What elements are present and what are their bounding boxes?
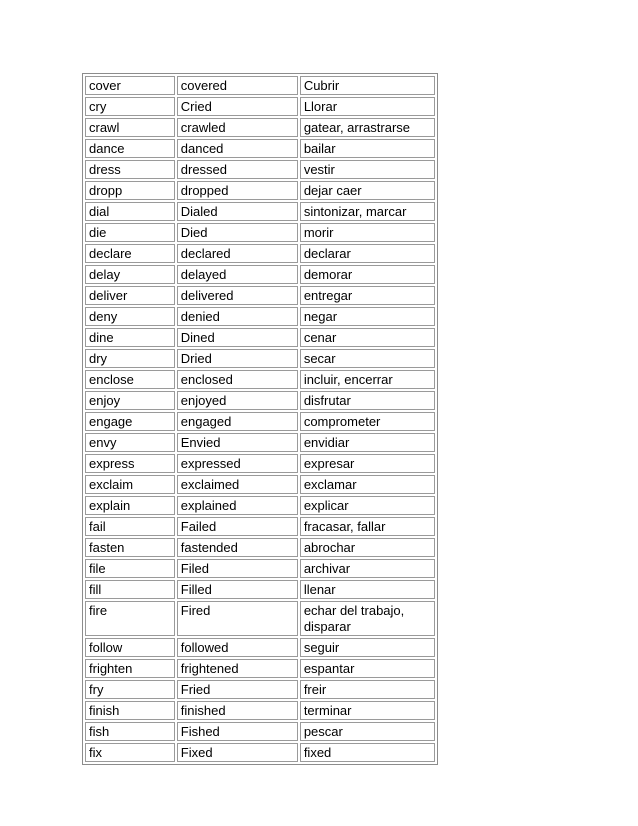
table-row	[85, 97, 435, 116]
base-form-cell: deny	[85, 307, 175, 326]
past-form-cell: finished	[177, 701, 298, 720]
table-row	[85, 223, 435, 242]
base-form-cell: declare	[85, 244, 175, 263]
table-row	[85, 659, 435, 678]
past-form-cell: enjoyed	[177, 391, 298, 410]
translation-cell: bailar	[300, 139, 435, 158]
table-row	[85, 517, 435, 536]
base-form-cell: frighten	[85, 659, 175, 678]
table-row	[85, 181, 435, 200]
translation-cell: archivar	[300, 559, 435, 578]
past-form-cell: Fixed	[177, 743, 298, 762]
base-form-cell: express	[85, 454, 175, 473]
past-form-cell: Died	[177, 223, 298, 242]
base-form-cell: fasten	[85, 538, 175, 557]
translation-cell: dejar caer	[300, 181, 435, 200]
translation-cell: morir	[300, 223, 435, 242]
past-form-cell: Envied	[177, 433, 298, 452]
base-form-cell: delay	[85, 265, 175, 284]
past-form-cell: crawled	[177, 118, 298, 137]
base-form-cell: crawl	[85, 118, 175, 137]
translation-cell: expresar	[300, 454, 435, 473]
translation-cell: fracasar, fallar	[300, 517, 435, 536]
table-row	[85, 538, 435, 557]
base-form-cell: dropp	[85, 181, 175, 200]
translation-cell: envidiar	[300, 433, 435, 452]
translation-cell: seguir	[300, 638, 435, 657]
base-form-cell: dial	[85, 202, 175, 221]
translation-cell: disfrutar	[300, 391, 435, 410]
past-form-cell: enclosed	[177, 370, 298, 389]
base-form-cell: dine	[85, 328, 175, 347]
translation-cell: secar	[300, 349, 435, 368]
past-form-cell: covered	[177, 76, 298, 95]
table-row	[85, 160, 435, 179]
translation-cell: fixed	[300, 743, 435, 762]
base-form-cell: enjoy	[85, 391, 175, 410]
translation-cell: echar del trabajo, disparar	[300, 601, 435, 636]
table-row	[85, 391, 435, 410]
table-row	[85, 286, 435, 305]
base-form-cell: follow	[85, 638, 175, 657]
base-form-cell: enclose	[85, 370, 175, 389]
past-form-cell: Dined	[177, 328, 298, 347]
table-row	[85, 118, 435, 137]
table-row	[85, 454, 435, 473]
translation-cell: freir	[300, 680, 435, 699]
base-form-cell: dance	[85, 139, 175, 158]
translation-cell: sintonizar, marcar	[300, 202, 435, 221]
translation-cell: declarar	[300, 244, 435, 263]
table-row	[85, 76, 435, 95]
table-row	[85, 307, 435, 326]
table-row	[85, 244, 435, 263]
base-form-cell: finish	[85, 701, 175, 720]
past-form-cell: Fired	[177, 601, 298, 636]
past-form-cell: expressed	[177, 454, 298, 473]
table-row	[85, 139, 435, 158]
translation-cell: exclamar	[300, 475, 435, 494]
base-form-cell: exclaim	[85, 475, 175, 494]
past-form-cell: delayed	[177, 265, 298, 284]
table-row	[85, 601, 435, 636]
base-form-cell: dress	[85, 160, 175, 179]
past-form-cell: delivered	[177, 286, 298, 305]
table-row	[85, 743, 435, 762]
base-form-cell: deliver	[85, 286, 175, 305]
past-form-cell: exclaimed	[177, 475, 298, 494]
translation-cell: pescar	[300, 722, 435, 741]
base-form-cell: fire	[85, 601, 175, 636]
table-row	[85, 680, 435, 699]
table-row	[85, 433, 435, 452]
base-form-cell: fry	[85, 680, 175, 699]
past-form-cell: fastended	[177, 538, 298, 557]
past-form-cell: danced	[177, 139, 298, 158]
table-row	[85, 202, 435, 221]
table-row	[85, 638, 435, 657]
verb-table-body	[85, 76, 435, 762]
translation-cell: gatear, arrastrarse	[300, 118, 435, 137]
base-form-cell: file	[85, 559, 175, 578]
past-form-cell: Fished	[177, 722, 298, 741]
table-row	[85, 412, 435, 431]
table-row	[85, 701, 435, 720]
past-form-cell: Filled	[177, 580, 298, 599]
past-form-cell: Failed	[177, 517, 298, 536]
base-form-cell: engage	[85, 412, 175, 431]
past-form-cell: Dialed	[177, 202, 298, 221]
translation-cell: negar	[300, 307, 435, 326]
table-row	[85, 328, 435, 347]
past-form-cell: dropped	[177, 181, 298, 200]
past-form-cell: Dried	[177, 349, 298, 368]
table-row	[85, 349, 435, 368]
base-form-cell: cry	[85, 97, 175, 116]
past-form-cell: followed	[177, 638, 298, 657]
translation-cell: demorar	[300, 265, 435, 284]
base-form-cell: fail	[85, 517, 175, 536]
translation-cell: incluir, encerrar	[300, 370, 435, 389]
past-form-cell: Filed	[177, 559, 298, 578]
translation-cell: espantar	[300, 659, 435, 678]
past-form-cell: frightened	[177, 659, 298, 678]
translation-cell: comprometer	[300, 412, 435, 431]
translation-cell: explicar	[300, 496, 435, 515]
translation-cell: terminar	[300, 701, 435, 720]
table-row	[85, 559, 435, 578]
base-form-cell: die	[85, 223, 175, 242]
table-row	[85, 496, 435, 515]
past-form-cell: explained	[177, 496, 298, 515]
base-form-cell: explain	[85, 496, 175, 515]
base-form-cell: fix	[85, 743, 175, 762]
table-row	[85, 370, 435, 389]
table-row	[85, 580, 435, 599]
base-form-cell: fish	[85, 722, 175, 741]
translation-cell: abrochar	[300, 538, 435, 557]
table-row	[85, 722, 435, 741]
translation-cell: entregar	[300, 286, 435, 305]
verb-table	[82, 73, 438, 765]
base-form-cell: cover	[85, 76, 175, 95]
past-form-cell: dressed	[177, 160, 298, 179]
translation-cell: cenar	[300, 328, 435, 347]
past-form-cell: Cried	[177, 97, 298, 116]
translation-cell: Llorar	[300, 97, 435, 116]
past-form-cell: denied	[177, 307, 298, 326]
past-form-cell: Fried	[177, 680, 298, 699]
table-row	[85, 475, 435, 494]
table-row	[85, 265, 435, 284]
base-form-cell: dry	[85, 349, 175, 368]
translation-cell: Cubrir	[300, 76, 435, 95]
past-form-cell: engaged	[177, 412, 298, 431]
base-form-cell: fill	[85, 580, 175, 599]
translation-cell: llenar	[300, 580, 435, 599]
translation-cell: vestir	[300, 160, 435, 179]
base-form-cell: envy	[85, 433, 175, 452]
past-form-cell: declared	[177, 244, 298, 263]
